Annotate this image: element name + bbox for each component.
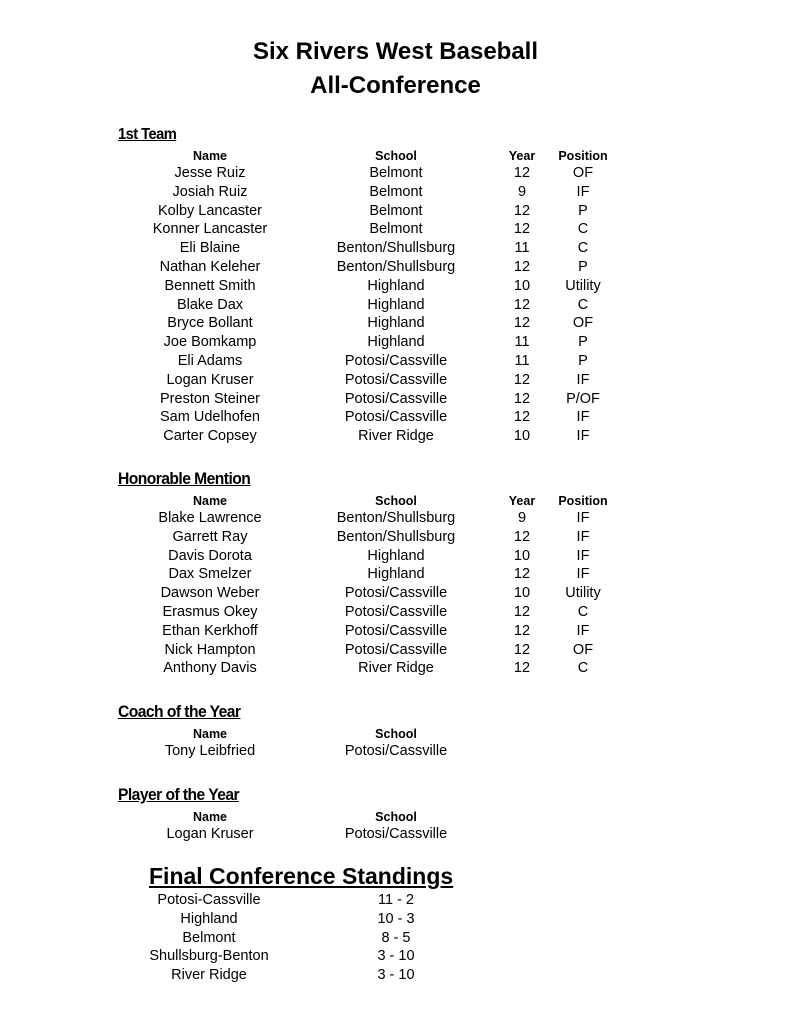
- position-cell: IF: [576, 409, 590, 426]
- player-name-cell: Anthony Davis: [163, 660, 257, 677]
- table-row: [0, 221, 791, 240]
- table-row: [0, 278, 791, 297]
- standings-team-cell: Belmont: [182, 929, 236, 946]
- player-of-year-heading: Player of the Year: [118, 785, 240, 804]
- position-cell: P/OF: [566, 390, 600, 407]
- year-cell: 10: [513, 547, 531, 564]
- col-header-school: School: [375, 810, 417, 824]
- table-row: [0, 510, 791, 529]
- player-name-cell: Kolby Lancaster: [158, 202, 262, 219]
- table-row: [0, 334, 791, 353]
- year-cell: 12: [513, 641, 531, 658]
- position-cell: OF: [572, 165, 594, 181]
- standings-row: [0, 930, 791, 949]
- standings-team-cell: Shullsburg-Benton: [149, 948, 269, 965]
- year-cell: 12: [513, 259, 531, 275]
- year-cell: 12: [513, 622, 531, 639]
- coach-school: Potosi/Cassville: [344, 743, 448, 759]
- year-cell: 12: [513, 221, 531, 238]
- position-cell: P: [578, 259, 588, 275]
- position-cell: IF: [576, 428, 590, 445]
- position-cell: IF: [576, 510, 590, 526]
- col-header-year: Year: [508, 494, 536, 508]
- school-cell: Belmont: [369, 221, 423, 238]
- school-cell: Benton/Shullsburg: [336, 528, 456, 545]
- player-name-cell: Jesse Ruiz: [174, 165, 246, 181]
- school-cell: Potosi/Cassville: [344, 353, 448, 369]
- player-name-cell: Blake Dax: [176, 296, 244, 313]
- standings-heading: Final Conference Standings: [149, 863, 454, 889]
- year-cell: 12: [513, 660, 531, 677]
- position-cell: OF: [572, 641, 594, 658]
- table-row: [0, 391, 791, 410]
- table-row: [0, 585, 791, 604]
- year-cell: 12: [513, 202, 531, 219]
- standings-row: [0, 892, 791, 911]
- table-row: [0, 297, 791, 316]
- table-row: [0, 660, 791, 679]
- year-cell: 11: [514, 353, 530, 369]
- col-header-position: Position: [558, 494, 608, 508]
- table-row: [0, 428, 791, 447]
- standings-record-cell: 3 - 10: [377, 967, 415, 984]
- year-cell: 9: [517, 510, 527, 526]
- player-name-cell: Carter Copsey: [163, 428, 257, 445]
- standings-record-cell: 10 - 3: [377, 910, 415, 927]
- position-cell: OF: [572, 315, 594, 332]
- table-row: [0, 184, 791, 203]
- school-cell: Highland: [367, 315, 425, 332]
- position-cell: C: [577, 296, 589, 313]
- school-cell: River Ridge: [358, 428, 434, 445]
- school-cell: Highland: [367, 296, 425, 313]
- table-row: [0, 165, 791, 184]
- year-cell: 12: [513, 604, 531, 620]
- player-row: [0, 826, 791, 845]
- year-cell: 10: [513, 428, 531, 445]
- player-name-cell: Davis Dorota: [168, 547, 252, 564]
- player-name: Logan Kruser: [166, 826, 254, 842]
- year-cell: 12: [513, 371, 531, 388]
- standings-record-cell: 8 - 5: [381, 929, 411, 946]
- school-cell: Highland: [367, 566, 425, 583]
- school-cell: Highland: [367, 547, 425, 564]
- coach-row: [0, 743, 791, 762]
- school-cell: Potosi/Cassville: [344, 371, 448, 388]
- school-cell: Potosi/Cassville: [344, 390, 448, 407]
- first-team-heading: 1st Team: [118, 126, 177, 143]
- table-row: [0, 529, 791, 548]
- player-name-cell: Blake Lawrence: [158, 510, 262, 526]
- year-cell: 12: [513, 409, 531, 426]
- school-cell: Benton/Shullsburg: [336, 510, 456, 526]
- player-name-cell: Preston Steiner: [160, 390, 260, 407]
- position-cell: IF: [576, 528, 590, 545]
- year-cell: 10: [513, 277, 531, 294]
- standings-row: [0, 948, 791, 967]
- table-row: [0, 642, 791, 661]
- year-cell: 12: [513, 566, 531, 583]
- school-cell: Potosi/Cassville: [344, 641, 448, 658]
- col-header-position: Position: [558, 149, 608, 163]
- position-cell: P: [578, 202, 588, 219]
- year-cell: 12: [513, 165, 531, 181]
- position-cell: P: [578, 353, 588, 369]
- year-cell: 12: [513, 528, 531, 545]
- player-name-cell: Konner Lancaster: [152, 221, 268, 238]
- year-cell: 11: [514, 334, 530, 351]
- player-name-cell: Eli Adams: [177, 353, 243, 369]
- year-cell: 12: [513, 315, 531, 332]
- col-header-school: School: [375, 494, 417, 508]
- school-cell: Benton/Shullsburg: [336, 240, 456, 257]
- player-name-cell: Joe Bomkamp: [163, 334, 257, 351]
- table-row: [0, 240, 791, 259]
- position-cell: Utility: [565, 585, 601, 602]
- player-name-cell: Eli Blaine: [179, 240, 241, 257]
- school-cell: Belmont: [369, 202, 423, 219]
- table-row: [0, 372, 791, 391]
- school-cell: River Ridge: [358, 660, 434, 677]
- school-cell: Potosi/Cassville: [344, 622, 448, 639]
- col-header-name: Name: [192, 494, 228, 508]
- school-cell: Potosi/Cassville: [344, 409, 448, 426]
- standings-record-cell: 3 - 10: [377, 948, 415, 965]
- table-row: [0, 604, 791, 623]
- school-cell: Belmont: [369, 183, 423, 200]
- position-cell: IF: [576, 183, 590, 200]
- school-cell: Potosi/Cassville: [344, 604, 448, 620]
- table-row: [0, 548, 791, 567]
- position-cell: C: [577, 660, 589, 677]
- page-title: Six Rivers West Baseball: [252, 38, 539, 65]
- standings-row: [0, 911, 791, 930]
- player-name-cell: Dawson Weber: [160, 585, 260, 602]
- position-cell: P: [578, 334, 588, 351]
- col-header-name: Name: [192, 727, 228, 741]
- player-name-cell: Nick Hampton: [164, 641, 256, 658]
- school-cell: Benton/Shullsburg: [336, 259, 456, 275]
- player-name-cell: Logan Kruser: [166, 371, 254, 388]
- player-name-cell: Bryce Bollant: [167, 315, 253, 332]
- school-cell: Highland: [367, 334, 425, 351]
- page-subtitle: All-Conference: [310, 72, 481, 99]
- position-cell: IF: [576, 371, 590, 388]
- school-cell: Potosi/Cassville: [344, 585, 448, 602]
- school-cell: Highland: [367, 277, 425, 294]
- standings-team-cell: River Ridge: [171, 967, 247, 984]
- player-name-cell: Ethan Kerkhoff: [162, 622, 258, 639]
- player-name-cell: Nathan Keleher: [159, 259, 261, 275]
- table-row: [0, 353, 791, 372]
- year-cell: 12: [513, 390, 531, 407]
- col-header-name: Name: [192, 149, 228, 163]
- standings-row: [0, 967, 791, 986]
- table-row: [0, 623, 791, 642]
- player-name-cell: Dax Smelzer: [168, 566, 252, 583]
- table-row: [0, 259, 791, 278]
- year-cell: 9: [517, 183, 527, 200]
- position-cell: IF: [576, 547, 590, 564]
- position-cell: IF: [576, 622, 590, 639]
- player-name-cell: Sam Udelhofen: [160, 409, 260, 426]
- position-cell: C: [577, 240, 589, 257]
- coach-name: Tony Leibfried: [164, 743, 256, 759]
- honorable-mention-heading: Honorable Mention: [118, 469, 251, 488]
- position-cell: C: [577, 221, 589, 238]
- player-school: Potosi/Cassville: [344, 826, 448, 842]
- school-cell: Belmont: [369, 165, 423, 181]
- table-row: [0, 203, 791, 222]
- table-row: [0, 409, 791, 428]
- table-row: [0, 315, 791, 334]
- position-cell: C: [577, 604, 589, 620]
- standings-record-cell: 11 - 2: [377, 892, 414, 908]
- year-cell: 12: [513, 296, 531, 313]
- position-cell: Utility: [565, 277, 601, 294]
- standings-team-cell: Potosi-Cassville: [157, 892, 261, 908]
- standings-team-cell: Highland: [180, 910, 238, 927]
- col-header-name: Name: [192, 810, 228, 824]
- col-header-school: School: [375, 727, 417, 741]
- year-cell: 10: [513, 585, 531, 602]
- player-name-cell: Bennett Smith: [164, 277, 256, 294]
- col-header-year: Year: [508, 149, 536, 163]
- table-row: [0, 566, 791, 585]
- col-header-school: School: [375, 149, 417, 163]
- coach-of-year-heading: Coach of the Year: [118, 702, 241, 721]
- player-name-cell: Josiah Ruiz: [172, 183, 248, 200]
- year-cell: 11: [514, 240, 530, 257]
- player-name-cell: Garrett Ray: [172, 528, 248, 545]
- player-name-cell: Erasmus Okey: [162, 604, 258, 620]
- position-cell: IF: [576, 566, 590, 583]
